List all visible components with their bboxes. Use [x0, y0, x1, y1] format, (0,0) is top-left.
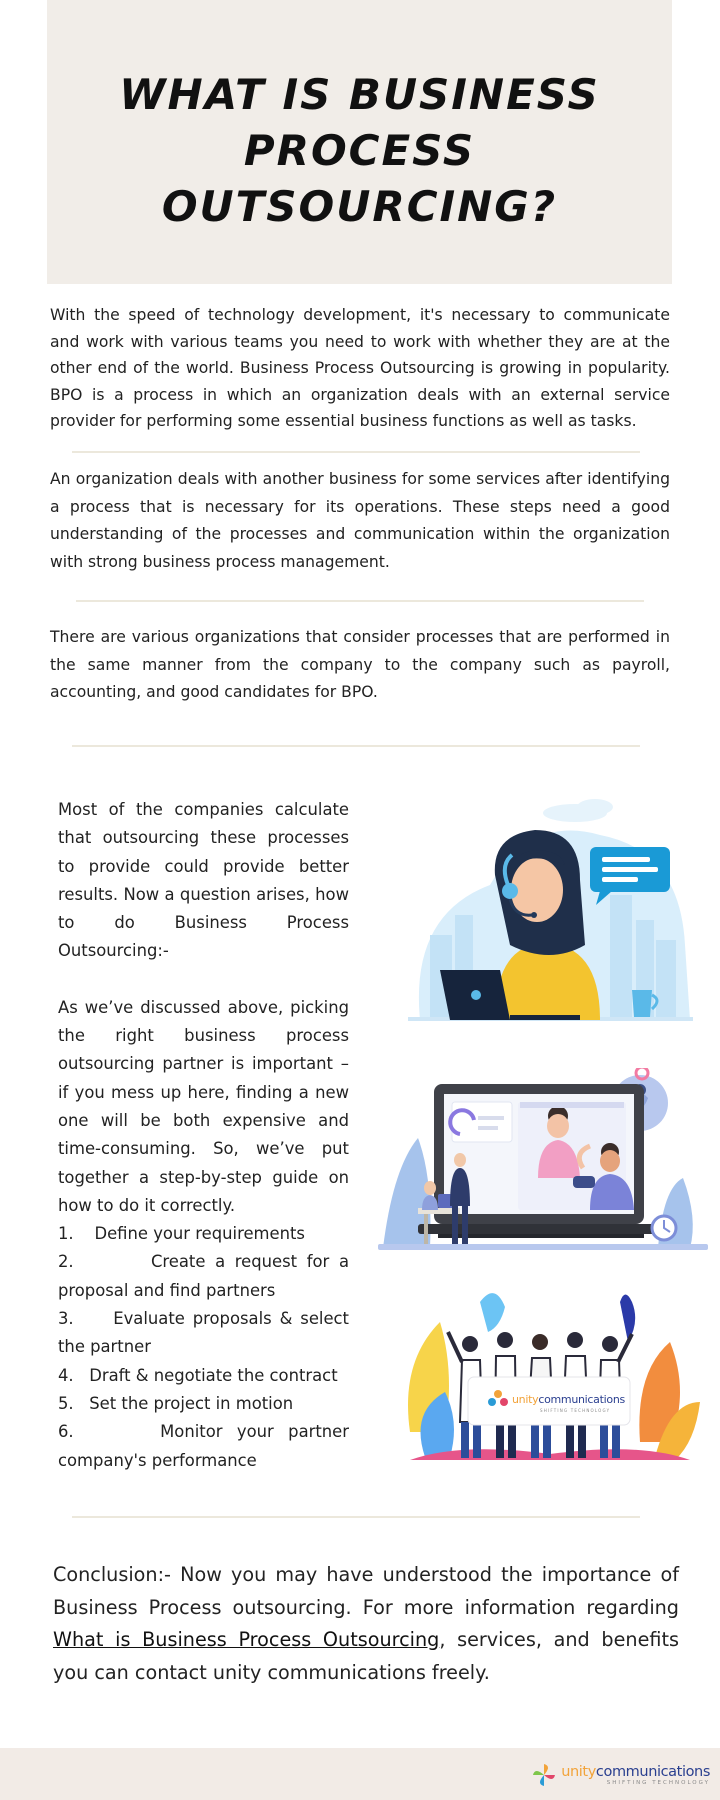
page-title-line2: PROCESS OUTSOURCING? — [161, 126, 558, 231]
divider — [72, 451, 640, 453]
step-item: 4. Draft & negotiate the contract — [58, 1365, 338, 1385]
conclusion-text-end: , services, and benefits you can contact unity communications freely. — [53, 1628, 679, 1684]
hero-banner — [47, 0, 672, 284]
footer-brand-communications: communications — [595, 1764, 710, 1780]
conclusion-text: Conclusion:- Now you may have understood the importance of Business Process outsourcing. For more information regarding — [53, 1563, 679, 1619]
conclusion-paragraph — [53, 1559, 679, 1689]
divider — [72, 1516, 640, 1518]
team-illustration — [400, 1282, 700, 1467]
video-call-illustration — [378, 1068, 708, 1258]
step-item: 5. Set the project in motion — [58, 1393, 294, 1413]
bpo-info-link[interactable]: What is Business Process Outsourcing — [53, 1628, 440, 1651]
step-item: 1. Define your requirements — [58, 1224, 305, 1244]
footer-brand-unity: unity — [561, 1764, 596, 1780]
step-item: 3. Evaluate proposals & select the partner — [58, 1309, 349, 1357]
footer — [0, 1748, 720, 1800]
page-title-line1: WHAT IS BUSINESS — [119, 70, 600, 119]
steps-section — [58, 796, 349, 1475]
steps-lead-paragraph: Most of the companies calculate that outsourcing these processes to provide could provide better results. Now a question arises, how to do Business Process Outsourcing:- — [58, 800, 349, 961]
intro-paragraph-1: With the speed of technology development, it's necessary to communicate and work with various teams you need to work with whether they are at the other end of the world. Business Process Outsourcing is growing in popularity. BPO is a process in which an organization deals with an external service provider for performing some essential business functions as well as tasks. — [50, 306, 670, 430]
svg-text:unitycommunications — [512, 1393, 625, 1406]
intro-paragraph-3: There are various organizations that consider processes that are performed in the same manner from the company to the company such as payroll, accounting, and good candidates for BPO. — [50, 628, 670, 701]
sign-brand-unity: unity — [512, 1393, 539, 1406]
call-center-agent-illustration — [400, 795, 700, 1035]
sign-brand-tagline: SHIFTING TECHNOLOGY — [540, 1408, 611, 1413]
steps-body-paragraph: As we’ve discussed above, picking the right business process outsourcing partner is important – if you mess up here, finding a new one will be both expensive and time-consuming. So, we’ve put together a step-by-step guide on how to do it correctly. — [58, 997, 349, 1215]
footer-brand-logo[interactable] — [531, 1760, 710, 1790]
divider — [76, 600, 644, 602]
sign-brand-communications: communications — [538, 1393, 625, 1406]
divider — [72, 745, 640, 747]
step-item: 6. Monitor your partner company's performance — [58, 1422, 349, 1470]
step-item: 2. Create a request for a proposal and find partners — [58, 1252, 349, 1300]
footer-brand-tagline: SHIFTING TECHNOLOGY — [606, 1780, 710, 1786]
steps-list — [58, 1220, 349, 1475]
page-title — [47, 49, 672, 235]
pinwheel-logo-icon — [531, 1762, 557, 1788]
intro-paragraph-2: An organization deals with another business for some services after identifying a process that is necessary for its operations. These steps need a good understanding of the processes and communication within the organization with strong business process management. — [50, 470, 670, 571]
